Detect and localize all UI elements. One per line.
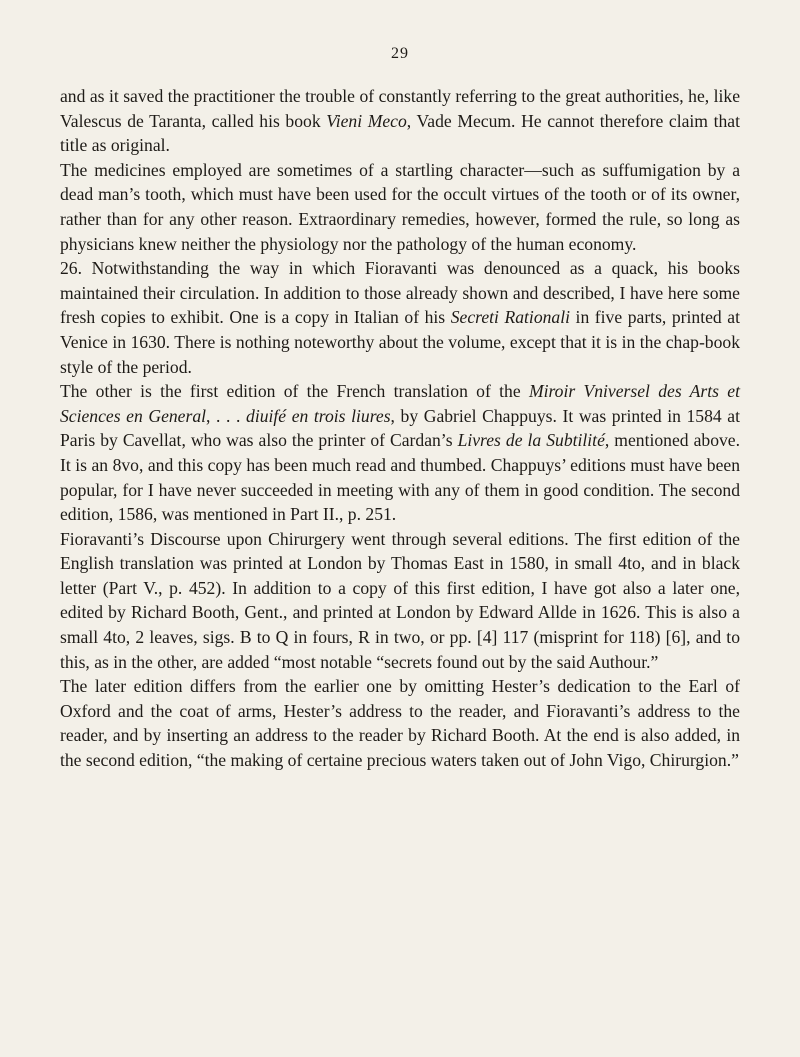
paragraph-text: , . . . [206, 405, 247, 426]
paragraph-text: The medicines employed are sometimes of a startling character—such as suffumigation by a dead man’s tooth, which must have been used for the occult virtues of the tooth or of its owner, rather than for any other reason. Extraordinary remedies, however, formed the rule, so long as physicians knew neither the physiology nor the pathology of the human economy. [60, 159, 740, 254]
paragraph-text: , mentioned above. It is an 8vo, and this copy has been much read and thumbed. Chappuys’ editions must have been popular, for I have never succeeded in meeting with any of them in good condition. The second edition, 1586, was mentioned in Part II., p. 251. [60, 430, 740, 525]
body-text [60, 84, 740, 773]
paragraph [60, 256, 740, 379]
italic-title: diuifé en trois liures [246, 405, 391, 426]
page-number: 29 [391, 45, 409, 62]
paragraph-text: , Vade Mecum. He cannot therefore claim that title as original. [60, 110, 740, 156]
paragraph-text: and as it saved the practitioner the trouble of constantly referring to the great authorities, he, like Valescus de Taranta, called his book [60, 86, 740, 131]
italic-title: Livres de la Subtilité [457, 430, 605, 451]
book-page [60, 45, 740, 773]
paragraph-text: , by Gabriel Chappuys. It was printed in 1584 at Paris by Cavellat, who was also the printer of Cardan’s [60, 405, 740, 451]
paragraph [60, 379, 740, 527]
paragraph-text: The other is the first edition of the French translation of the [60, 381, 529, 402]
paragraph [60, 158, 740, 256]
paragraph-text: 26. Notwithstanding the way in which Fioravanti was denounced as a quack, his books maintained their circulation. In addition to those already shown and described, I have here some fresh copies to exhibit. One is a copy in Italian of his [60, 258, 740, 328]
italic-title: Secreti Rationali [450, 307, 570, 328]
paragraph-text: in five parts, printed at Venice in 1630. There is nothing noteworthy about the volume, except that it is in the chap-book style of the period. [60, 307, 740, 377]
paragraph-text: Fioravanti’s Discourse upon Chirurgery went through several editions. The first edition of the English translation was printed at London by Thomas East in 1580, in small 4to, and in black letter (Part V., p. 452). In addition to a copy of this first edition, I have got also a later one, edited by Richard Booth, Gent., and printed at London by Edward Allde in 1626. This is also a small 4to, 2 leaves, sigs. B to Q in fours, R in two, or pp. [4] 117 (misprint for 118) [6], and to this, as in the other, are added “most notable “secrets found out by the said Authour.” [60, 528, 740, 672]
italic-title: Miroir Vniversel des Arts et Sciences en General [60, 381, 740, 426]
paragraph-text: The later edition differs from the earlier one by omitting Hester’s dedication to the Earl of Oxford and the coat of arms, Hester’s address to the reader, and Fioravanti’s address to the reader, and by inserting an address to the reader by Richard Booth. At the end is also added, in the second edition, “the making of certaine precious waters taken out of John Vigo, Chirurgion.” [60, 676, 740, 771]
paragraph [60, 674, 740, 772]
italic-title: Vieni Meco [326, 110, 407, 131]
paragraph [60, 527, 740, 675]
paragraph [60, 84, 740, 158]
